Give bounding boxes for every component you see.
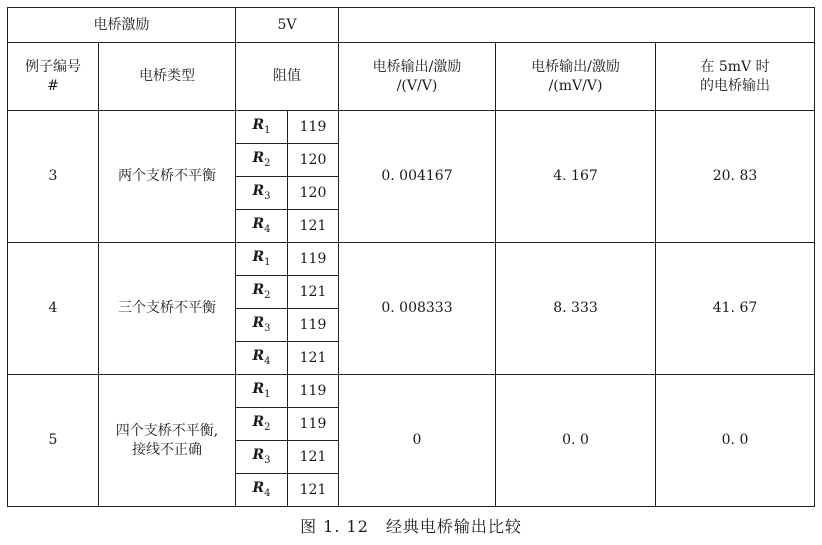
resistance-value: 119 — [288, 111, 339, 144]
table-row — [8, 243, 815, 276]
output-mv-cell: 0. 0 — [496, 375, 656, 507]
output-5mv-cell: 41. 67 — [656, 243, 815, 375]
resistor-label: $R_4$ — [236, 342, 288, 375]
header-output-5mv: 在 5mV 时 的电桥输出 — [656, 43, 815, 111]
table-row — [8, 375, 815, 408]
excitation-row — [8, 8, 815, 43]
output-v-cell: 0 — [339, 375, 496, 507]
resistance-value: 121 — [288, 441, 339, 474]
bridge-type-cell: 四个支桥不平衡, 接线不正确 — [99, 375, 236, 507]
excitation-value: 5V — [236, 8, 339, 43]
resistor-label: $R_2$ — [236, 276, 288, 309]
bridge-type-cell: 两个支桥不平衡 — [99, 111, 236, 243]
resistance-value: 121 — [288, 474, 339, 507]
header-example-no: 例子编号 # — [8, 43, 99, 111]
resistance-value: 121 — [288, 276, 339, 309]
resistor-label: $R_2$ — [236, 408, 288, 441]
header-row — [8, 43, 815, 111]
header-resistance: 阻值 — [236, 43, 339, 111]
resistor-label: $R_2$ — [236, 144, 288, 177]
header-output-v: 电桥输出/激励 /(V/V) — [339, 43, 496, 111]
resistance-value: 119 — [288, 375, 339, 408]
resistance-value: 121 — [288, 342, 339, 375]
resistor-label: $R_4$ — [236, 474, 288, 507]
output-mv-cell: 4. 167 — [496, 111, 656, 243]
output-v-cell: 0. 004167 — [339, 111, 496, 243]
resistor-label: $R_3$ — [236, 177, 288, 210]
resistance-value: 120 — [288, 144, 339, 177]
example-id: 5 — [8, 375, 99, 507]
figure-caption: 图 1. 12 经典电桥输出比较 — [300, 517, 522, 536]
resistance-value: 119 — [288, 309, 339, 342]
bridge-output-table — [7, 7, 815, 507]
excitation-blank — [339, 8, 815, 43]
resistance-value: 121 — [288, 210, 339, 243]
resistor-label: $R_3$ — [236, 309, 288, 342]
resistance-value: 120 — [288, 177, 339, 210]
resistor-label: $R_4$ — [236, 210, 288, 243]
resistor-label: $R_1$ — [236, 375, 288, 408]
header-bridge-type: 电桥类型 — [99, 43, 236, 111]
header-output-mv: 电桥输出/激励 /(mV/V) — [496, 43, 656, 111]
resistor-label: $R_1$ — [236, 243, 288, 276]
example-id: 4 — [8, 243, 99, 375]
excitation-label: 电桥激励 — [8, 8, 236, 43]
example-id: 3 — [8, 111, 99, 243]
output-5mv-cell: 0. 0 — [656, 375, 815, 507]
resistor-label: $R_1$ — [236, 111, 288, 144]
resistor-label: $R_3$ — [236, 441, 288, 474]
table-row — [8, 111, 815, 144]
output-v-cell: 0. 008333 — [339, 243, 496, 375]
output-mv-cell: 8. 333 — [496, 243, 656, 375]
resistance-value: 119 — [288, 408, 339, 441]
resistance-value: 119 — [288, 243, 339, 276]
output-5mv-cell: 20. 83 — [656, 111, 815, 243]
bridge-type-cell: 三个支桥不平衡 — [99, 243, 236, 375]
